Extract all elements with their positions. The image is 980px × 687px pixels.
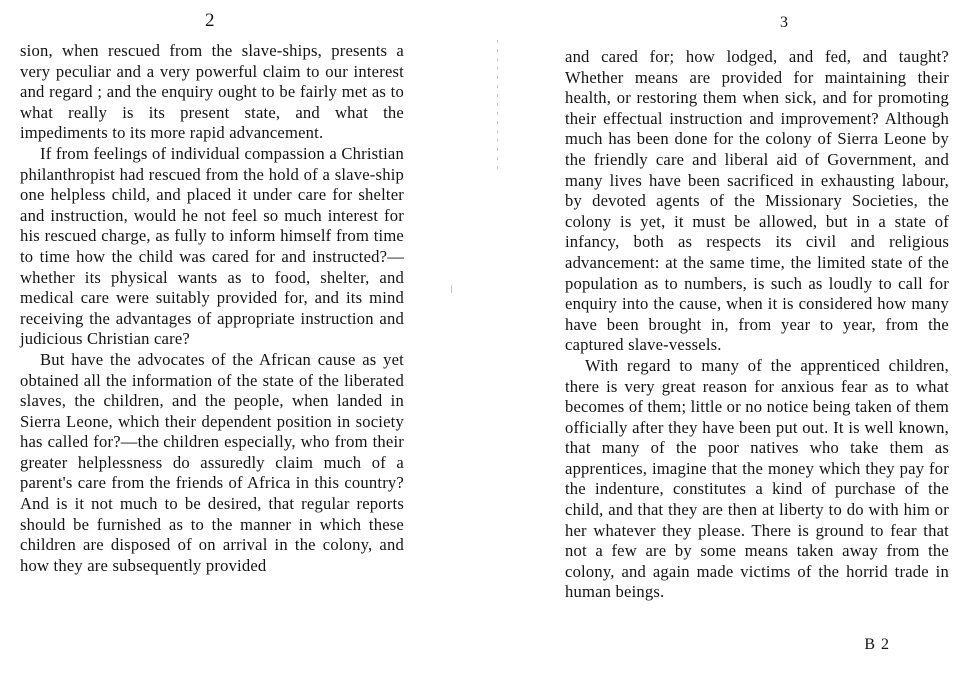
page-text <box>565 47 949 603</box>
paragraph: sion, when rescued from the slave-ships, presents a very peculiar and a very powerful claim to our interest and regard ; and the enquiry ought to be fairly met as to what really is its present state, and what the impediments to its more rapid advancement. <box>20 41 404 143</box>
signature-mark: B 2 <box>864 636 890 653</box>
page-number: 3 <box>780 14 788 31</box>
page-number: 2 <box>205 10 215 31</box>
paragraph: With regard to many of the apprenticed children, there is very great reason for anxious fear as to what becomes of them; little or no notice being taken of them officially after they have been put out. It is well known, that many of the poor natives who take them as apprentices, imagine that the money which they pay for the indenture, constitutes a kind of purchase of the child, and that they are then at liberty to do with him or her whatever they please. There is ground to fear that not a few are by some means taken away from the colony, and again made victims of the horrid trade in human beings. <box>565 355 949 602</box>
paragraph: But have the advocates of the African cause as yet obtained all the information of the state of the liberated slaves, the children, and the people, when landed in Sierra Leone, which their dependent position in society has called for?—the children especially, who from their greater helplessness do assuredly claim much of a parent's care from the friends of Africa in this country? And is it not much to be desired, that regular reports should be furnished as to the manner in which these children are disposed of on arrival in the colony, and how they are subsequently provided <box>20 349 404 575</box>
page-text <box>20 41 404 576</box>
gutter-mark <box>451 285 452 293</box>
right-page <box>490 0 980 687</box>
paragraph: and cared for; how lodged, and fed, and taught? Whether means are provided for maintaining their health, or restoring them when sick, and for promoting their effectual instruction and improvement? Although much has been done for the colony of Sierra Leone by the friendly care and liberal aid of Government, and many lives have been sacrificed in exhausting labour, by devoted agents of the Missionary Societies, the colony is yet, it must be allowed, but in a state of infancy, both as respects its civil and religious advancement: at the same time, the limited state of the population as to numbers, is such as loudly to call for enquiry into the cause, when it is considered how many have been brought in, from year to year, from the captured slave-vessels. <box>565 47 949 355</box>
paragraph: If from feelings of individual compassion a Christian philanthropist had rescued from the hold of a slave-ship one helpless child, and placed it under care for shelter and instruction, would he not feel so much interest for his rescued charge, as fully to inform himself from time to time how the child was cared for and instructed?— whether its physical wants as to food, shelter, and medical care were suitably provided for, and its mind receiving the advantages of appropriate instruction and judicious Christian care? <box>20 143 404 349</box>
